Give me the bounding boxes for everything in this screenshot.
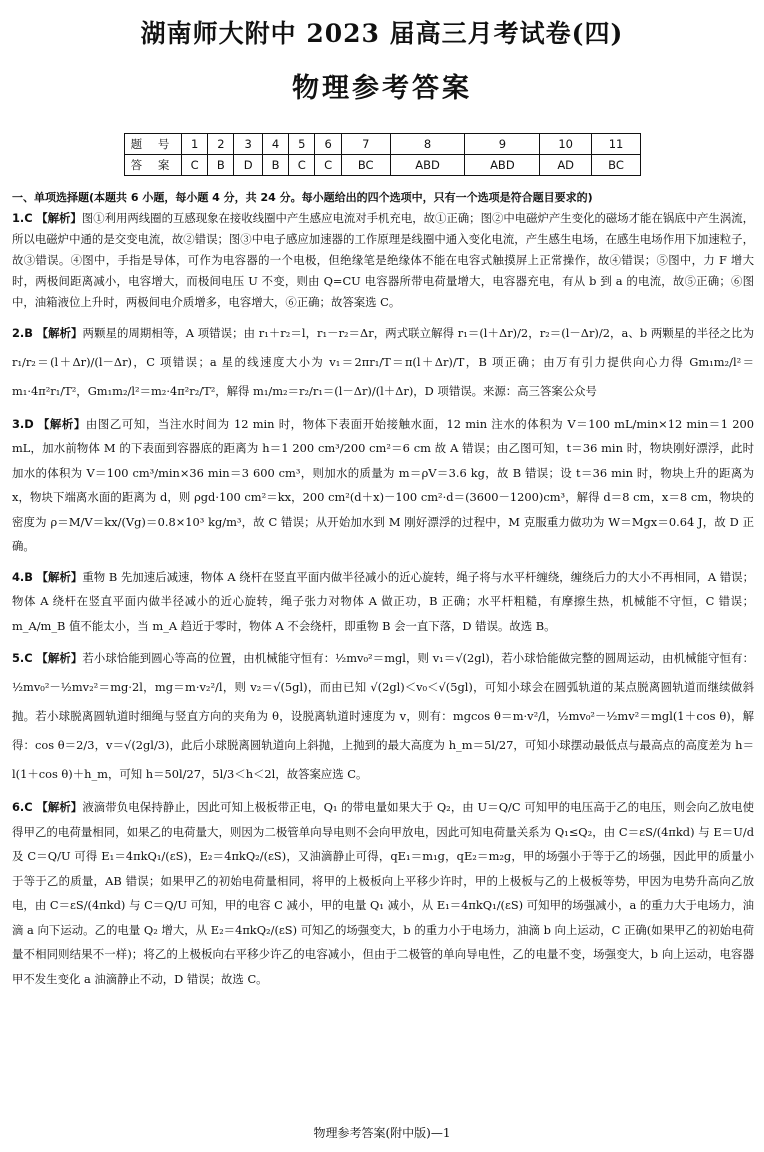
- answer-table: [124, 133, 641, 176]
- page-footer: 物理参考答案(附中版)—1: [313, 1126, 451, 1140]
- answer-cell: C: [315, 155, 341, 176]
- item-text: 图①利用两线圈的互感现象在接收线圈中产生感应电流对手机充电，故①正确；图②中电磁炉产生变化的磁场才能在锅底中产生涡流，所以电磁炉中通的是交变电流，故②错误；图③中电子感应加速器的工作原理是线圈中通入变化电流，产生感生电场，在感生电场作用下加速粒子，故③错误。④图中，手指是导体，可作为电容器的一个电极，但绝缘笔是绝缘体不能在电容式触摸屏上正常操作，故④错误；⑤图中，力 F 增大时，两极间距离减小，电容增大，而极间电压 U 不变，则由 Q=CU 电容器所带电荷量增大，电容器充电，有从 b 到 a 的电流，故⑤正确；⑥图中，油箱液位上升时，两极间电介质增多，电容增大，⑥正确；故答案选 C。: [12, 211, 754, 309]
- solutions-body: [12, 189, 754, 997]
- solution-item: [12, 565, 754, 639]
- question-number: 7: [341, 134, 390, 155]
- solution-item: [12, 412, 754, 559]
- analysis-tag: 【解析】: [36, 651, 83, 666]
- analysis-tag: 【解析】: [36, 569, 83, 584]
- answer-cell: AD: [540, 155, 592, 176]
- item-text: 重物 B 先加速后减速，物体 A 绕杆在竖直平面内做半径减小的近心旋转，绳子将与水平杆缠绕，缠绕后力的大小不再相同，A 错误；物体 A 绕杆在竖直平面内做半径减小的近心旋转，绳子张力对物体 A 做正功，B 正确；水平杆粗糙，有摩擦生热，机械能不守恒，C 错误；m_A/m_B 值不能太小，当 m_A 趋近于零时，物体 A 不会绕杆，即重物 B 会一直下落，D 错误。故选 B。: [12, 569, 754, 633]
- question-number: 5: [289, 134, 315, 155]
- question-number: 4: [263, 134, 289, 155]
- question-number: 11: [592, 134, 641, 155]
- subject-title: 物理参考答案: [292, 73, 472, 104]
- analysis-tag: 【解析】: [36, 325, 83, 340]
- item-text: 若小球恰能到圆心等高的位置，由机械能守恒有：½mv₀²＝mgl，则 v₁＝√(2gl)，若小球恰能做完整的圆周运动，由机械能守恒有：½mv₀²－½mv₂²＝mg·2l，mg＝m·v₂²/l，则 v₂＝√(5gl)，而由已知 √(2gl)＜v₀＜√(5gl)，可知小球会在圆弧轨道的某点脱离圆轨道而继续做斜抛。若小球脱离圆轨道时细绳与竖直方向的夹角为 θ，设脱离轨道时速度为 v，则有：mgcos θ＝m·v²/l，½mv₀²－½mv²＝mgl(1＋cos θ)，解得：cos θ＝2/3，v＝√(2gl/3)，此后小球脱离圆轨道向上斜抛，上抛到的最大高度为 h_m＝5l/27，可知小球摆动最低点与最高点的高度差为 h＝l(1＋cos θ)＋h_m，可知 h＝50l/27，5l/3＜h＜2l，故答案应选 C。: [12, 651, 754, 782]
- question-number: 8: [390, 134, 465, 155]
- solution-item: [12, 319, 754, 406]
- answer-cell: ABD: [465, 155, 540, 176]
- solution-item: [12, 208, 754, 313]
- question-number: 1: [182, 134, 208, 155]
- question-number: 3: [234, 134, 263, 155]
- item-label: 2.B: [12, 325, 33, 340]
- answer-cell: BC: [341, 155, 390, 176]
- analysis-tag: 【解析】: [36, 211, 82, 225]
- answer-cell: C: [289, 155, 315, 176]
- question-number: 2: [208, 134, 234, 155]
- question-number: 6: [315, 134, 341, 155]
- solution-item: [12, 795, 754, 991]
- answer-cell: C: [182, 155, 208, 176]
- answer-cell: ABD: [390, 155, 465, 176]
- analysis-tag: 【解析】: [36, 800, 83, 815]
- item-text: 液滴带负电保持静止，因此可知上极板带正电，Q₁ 的带电量如果大于 Q₂，由 U＝Q/C 可知甲的电压高于乙的电压，则会向乙放电使得甲乙的电荷量相同，如果乙的电荷量大，则因为二极管单向导电则不会向甲放电，因此可知电荷量关系为 Q₁≤Q₂，由 C＝εS/(4πkd) 与 E＝U/d 及 C＝Q/U 可得 E₁＝4πkQ₁/(εS)，E₂＝4πkQ₂/(εS)，又油滴静止可得，qE₁＝m₁g，qE₂＝m₂g，甲的场强小于等于乙的场强，因此甲的质量小于等于乙的质量，AB 错误；如果甲乙的初始电荷量相同，将甲的上极板向上平移少许时，甲的上极板与乙的上极板等势，甲因为电势升高向乙放电，由 C＝εS/(4πkd) 与 C＝Q/U 可知，甲的电容 C 减小，甲的电量 Q₁ 减小，从 E₁＝4πkQ₁/(εS) 可知甲的场强减小，a 的重力大于电场力，油滴 a 向下运动。乙的电量 Q₂ 增大，从 E₂＝4πkQ₂/(εS) 可知乙的场强变大，b 的重力小于电场力，油滴 b 向上运动，C 正确(如果甲乙的初始电荷量不相同则结果不一样)；将乙的上极板向右平移少许乙的电容减小，但由于二极管的单向导电性，乙的电量不变，场强变大，b 向上运动，电容器甲不发生变化 a 油滴静止不动，D 错误；故选 C。: [12, 800, 754, 986]
- question-number: 9: [465, 134, 540, 155]
- answer-cell: B: [263, 155, 289, 176]
- answer-cell: B: [208, 155, 234, 176]
- table-row: [125, 155, 641, 176]
- question-number: 10: [540, 134, 592, 155]
- item-label: 6.C: [12, 800, 33, 815]
- school-title: 湖南师大附中 2023 届高三月考试卷(四): [140, 19, 624, 48]
- item-text: 两颗星的周期相等，A 项错误；由 r₁＋r₂＝l，r₁－r₂＝Δr，两式联立解得 r₁＝(l＋Δr)/2，r₂＝(l－Δr)/2，a、b 两颗星的半径之比为 r₁/r₂＝(l＋Δr)/(l－Δr)，C 项错误；a 星的线速度大小为 v₁＝2πr₁/T＝π(l＋Δr)/T，B 项正确；由万有引力提供向心力得 Gm₁m₂/l²＝m₁·4π²r₁/T²，Gm₁m₂/l²＝m₂·4π²r₂/T²，解得 m₁/m₂＝r₂/r₁＝(l－Δr)/(l＋Δr)，D 项错误。来源：高三答案公众号: [12, 325, 754, 398]
- table-row: [125, 134, 641, 155]
- analysis-tag: 【解析】: [37, 416, 86, 431]
- item-label: 3.D: [12, 416, 34, 431]
- section-heading: 一、单项选择题(本题共 6 小题，每小题 4 分，共 24 分。每小题给出的四个选项中，只有一个选项是符合题目要求的): [12, 191, 593, 204]
- item-text: 由图乙可知，当注水时间为 12 min 时，物体下表面开始接触水面，12 min 注水的体积为 V＝100 mL/min×12 min＝1 200 mL，加水前物体 M 的下表面到容器底的距离为 h＝1 200 cm³/200 cm²＝6 cm 故 A 错误；由乙图可知，t＝36 min 时，物块刚好漂浮，此时加水的体积为 V＝100 cm³/min×36 min＝3 600 cm³，则加水的质量为 m＝ρV＝3.6 kg，故 B 错误；设 t＝36 min 时，物块上升的距离为 x，物块下端离水面的距离为 d，则 ρgd·100 cm²＝kx，200 cm²(d＋x)－100 cm²·d＝(3600－1200)cm³，解得 d＝8 cm，x＝8 cm，物块的密度为 ρ＝M/V＝kx/(Vg)＝0.8×10³ kg/m³，故 C 错误；从开始加水到 M 刚好漂浮的过程中，M 克服重力做功为 W＝Mgx＝0.64 J，故 D 正确。: [12, 416, 754, 554]
- item-label: 1.C: [12, 211, 33, 225]
- row-label-answer: 答 案: [125, 155, 182, 176]
- solution-item: [12, 644, 754, 789]
- answer-cell: BC: [592, 155, 641, 176]
- row-label-number: 题 号: [125, 134, 182, 155]
- item-label: 5.C: [12, 651, 33, 666]
- answer-cell: D: [234, 155, 263, 176]
- item-label: 4.B: [12, 569, 33, 584]
